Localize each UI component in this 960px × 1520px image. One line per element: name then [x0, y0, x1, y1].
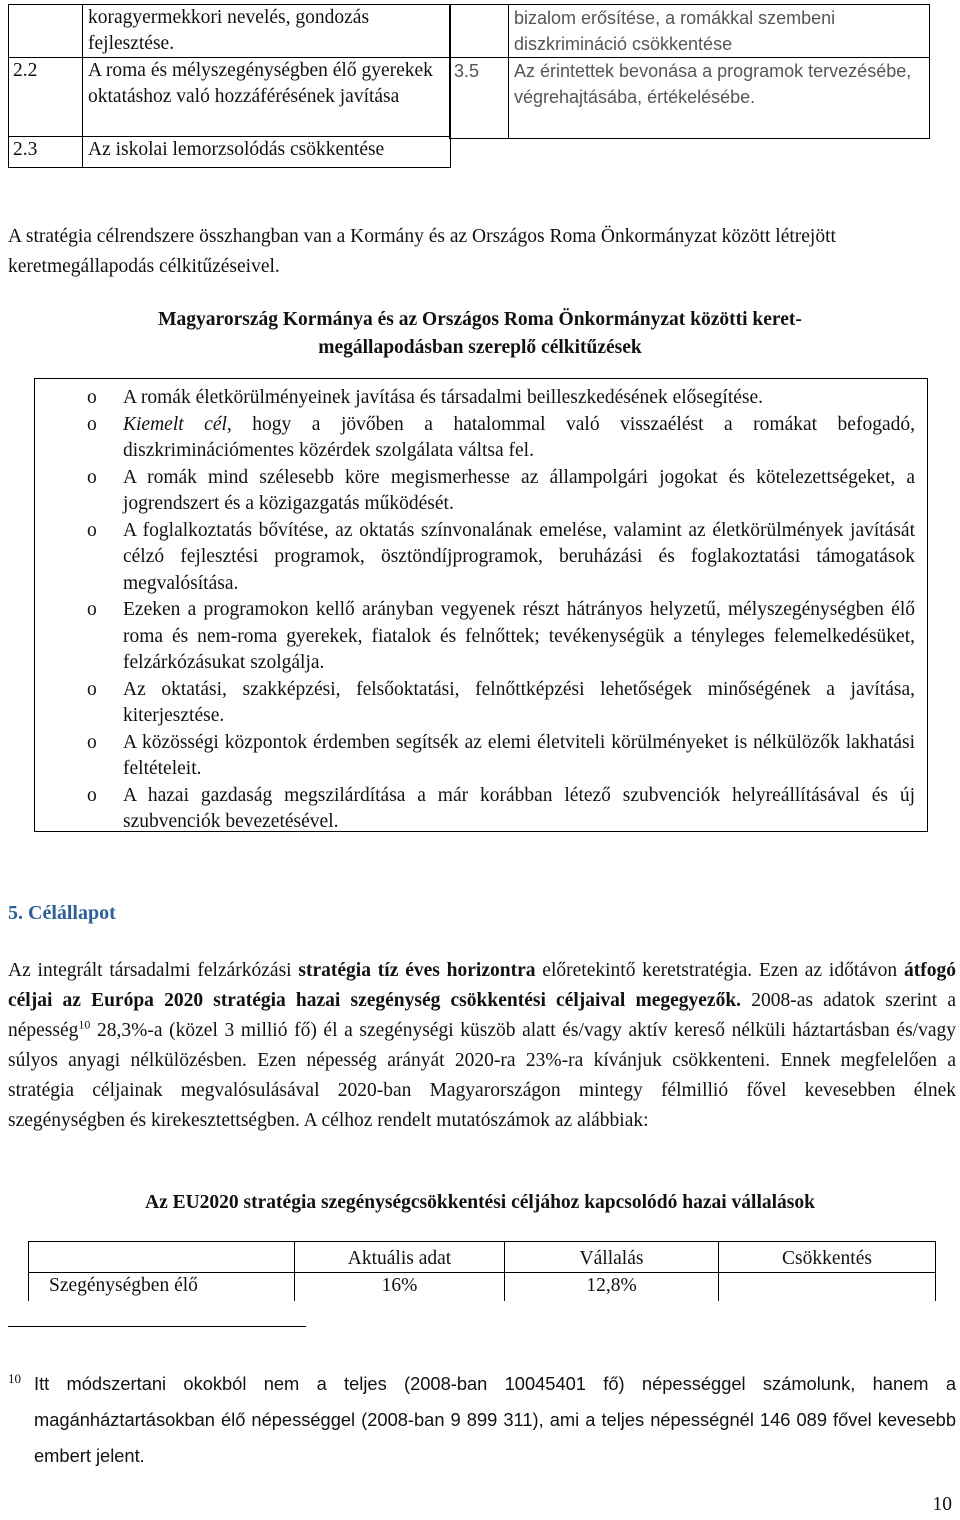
goal-text: Az érintettek bevonása a programok tervezésébe, végrehajtásába, értékelésébe.	[509, 58, 930, 139]
goal-number	[450, 5, 509, 58]
objective-item	[35, 412, 927, 465]
goal-text: koragyermekkori nevelés, gondozás fejlesztése.	[83, 5, 451, 58]
table-row	[9, 5, 451, 58]
table-row	[450, 5, 930, 58]
objective-item	[35, 677, 927, 730]
section-heading: 5. Célállapot	[8, 902, 116, 924]
text-run: 28,3%-a (közel 3 millió fő) él a szegénységi küszöb alatt és/vagy aktív kereső nélküli háztartásban és/vagy súlyos anyagi nélkülözésben. Ezen népesség arányát 2020-ra 23%-ra kívánjuk csökkenteni. Ennek megfelelően a stratégia céljainak megvalósulásával 2020-ban Magyarországon mintegy félmillió fővel kevesebben élnek szegénységben és kirekesztettségben. A célhoz rendelt mutatószámok az alábbiak:	[8, 1020, 956, 1131]
bullet-marker: o	[87, 784, 97, 806]
kpi-header-cell	[29, 1242, 295, 1273]
bullet-marker: o	[87, 731, 97, 753]
objective-item	[35, 465, 927, 518]
box-title-line2: megállapodásban szereplő célkitűzések	[318, 337, 642, 358]
objective-item	[35, 385, 927, 412]
table-row	[29, 1273, 936, 1302]
text-run-bold: átfogó céljai az Európa 2020 stratégia hazai szegénység csökkentési céljaival megegyezők.	[8, 960, 956, 1011]
goal-number	[9, 5, 83, 58]
text-run-bold: stratégia tíz éves horizontra	[298, 960, 536, 981]
footnote-text: Itt módszertani okokból nem a teljes (2008-ban 10045401 fő) népességgel számolunk, hanem a magánháztartásokban élő népességgel (2008-ban 9 899 311), ami a teljes népességnél 146 089 fővel kevesebb embert jelent.	[34, 1373, 956, 1466]
kpi-header-cell: Vállalás	[505, 1242, 719, 1273]
goals-table-left	[8, 4, 451, 168]
table-row	[9, 58, 451, 137]
objective-item	[35, 730, 927, 783]
table-row	[9, 137, 451, 168]
footnote-separator	[8, 1326, 306, 1327]
table-header-row	[29, 1242, 936, 1273]
goal-number: 2.3	[9, 137, 83, 168]
bullet-marker: o	[87, 519, 97, 541]
box-title	[30, 306, 930, 362]
kpi-header-cell: Aktuális adat	[295, 1242, 505, 1273]
bullet-marker: o	[87, 466, 97, 488]
page-number: 10	[932, 1494, 952, 1515]
footnote	[8, 1366, 956, 1466]
kpi-header-cell: Csökkentés	[719, 1242, 936, 1273]
objective-text: A hazai gazdaság megszilárdítása a már korábban létező szubvenciók helyreállításával és új szubvenciók bevezetésével.	[123, 784, 915, 832]
objective-item	[35, 597, 927, 677]
objective-text: Ezeken a programokon kellő arányban vegyenek részt hátrányos helyzetű, mélyszegénységben élő roma és nem-roma gyerekek, fiatalok és felnőttek; tevékenységük a tényleges felemelkedésüket, felzárkózásukat szolgálja.	[123, 599, 915, 673]
goal-text: Az iskolai lemorzsolódás csökkentése	[83, 137, 451, 168]
goals-table-right	[449, 4, 930, 139]
kpi-cell: Szegénységben élő	[29, 1273, 295, 1302]
objective-text: A közösségi központok érdemben segítsék az elemi életviteli körülményeket is nélkülözők lakhatási feltételeit.	[123, 731, 915, 779]
goal-text: A roma és mélyszegénységben élő gyerekek oktatáshoz való hozzáférésének javítása	[83, 58, 451, 137]
bullet-marker: o	[87, 678, 97, 700]
kpi-table-title: Az EU2020 stratégia szegénységcsökkentési céljához kapcsolódó hazai vállalások	[144, 1192, 815, 1213]
kpi-table	[28, 1241, 936, 1301]
objective-item	[35, 518, 927, 598]
objectives-box	[34, 378, 928, 832]
kpi-cell: 16%	[295, 1273, 505, 1302]
kpi-cell: 12,8%	[505, 1273, 719, 1302]
objective-text: Az oktatási, szakképzési, felsőoktatási, felnőttképzési lehetőségek minőségének a javítása, kiterjesztése.	[123, 678, 915, 726]
bullet-marker: o	[87, 413, 97, 435]
intro-paragraph: A stratégia célrendszere összhangban van a Kormány és az Országos Roma Önkormányzat között létrejött keretmegállapodás célkitűzéseivel.	[8, 226, 836, 277]
text-run: 2008-as adatok szerint a népesség	[8, 990, 956, 1041]
goal-number: 2.2	[9, 58, 83, 137]
bullet-marker: o	[87, 599, 97, 620]
goal-text: bizalom erősítése, a romákkal szembeni diszkrimináció csökkentése	[509, 5, 930, 58]
bullet-marker: o	[87, 387, 97, 408]
objective-text: A romák mind szélesebb köre megismerhesse az állampolgári jogokat és kötelezettségeket, a jogrendszert és a közigazgatás működését.	[123, 466, 915, 514]
footnote-number: 10	[8, 1370, 21, 1386]
text-run: előretekintő keretstratégia. Ezen az időtávon	[535, 960, 904, 981]
objective-text: A romák életkörülményeinek javítása és társadalmi beilleszkedésének elősegítése.	[123, 387, 764, 408]
footnote-reference: 10	[78, 1017, 91, 1032]
objective-item	[35, 783, 927, 836]
objective-text: , hogy a jövőben a hatalommal való visszaélést a romákat befogadó, diszkriminációmentes közérdek szolgálata váltsa fel.	[123, 413, 915, 461]
objective-text: A foglalkoztatás bővítése, az oktatás színvonalának emelése, valamint az életkörülmények javítását célzó fejlesztési programok, ösztöndíjprogramok, beruházási és foglakoztatási támogatások megvalósítása.	[123, 519, 915, 594]
objectives-list	[35, 385, 927, 836]
objective-emphasis: Kiemelt cél	[123, 413, 227, 435]
goal-number: 3.5	[450, 58, 509, 139]
text-run: Az integrált társadalmi felzárkózási	[8, 960, 299, 981]
table-row	[450, 58, 930, 139]
section-paragraph	[8, 956, 956, 1136]
kpi-cell	[719, 1273, 936, 1302]
box-title-line1: Magyarország Kormánya és az Országos Roma Önkormányzat közötti keret-	[158, 309, 802, 330]
